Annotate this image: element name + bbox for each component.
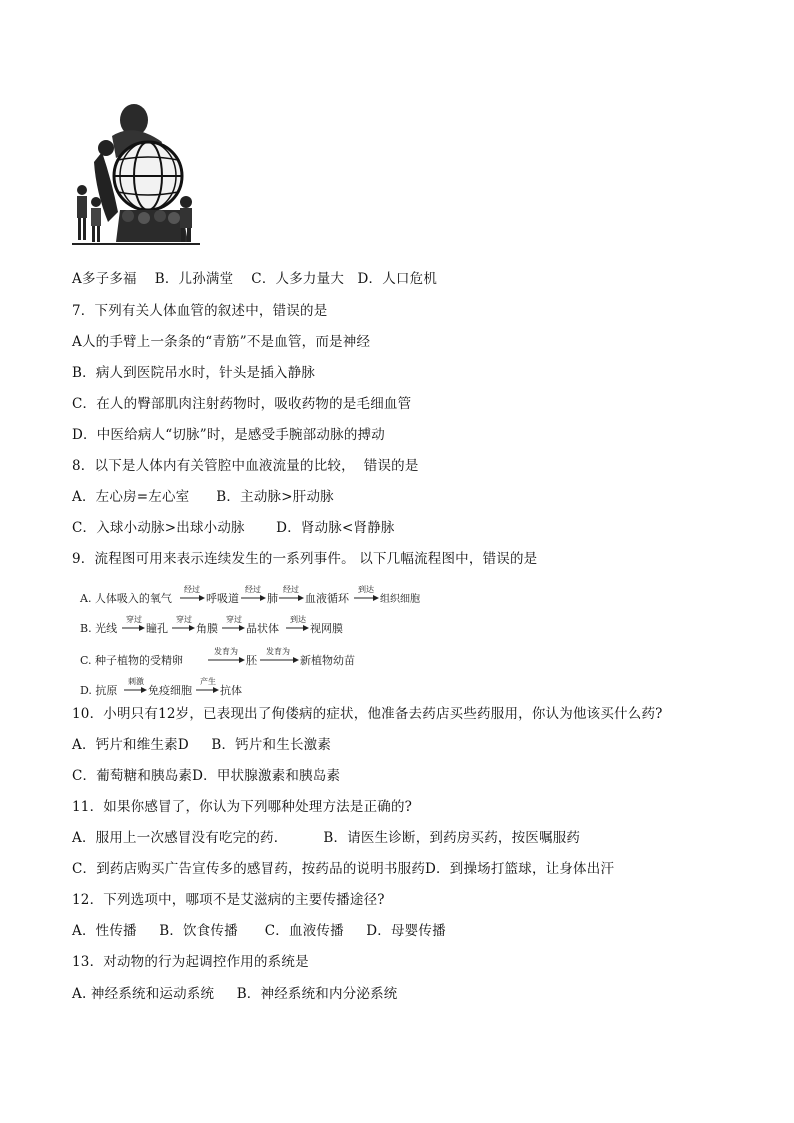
flow-d-node-1: 免疫细胞 xyxy=(148,684,192,697)
q10-options-ab: A．钙片和维生素D B．钙片和生长激素 xyxy=(72,737,332,753)
q7-option-c: C．在人的臀部肌肉注射药物时，吸收药物的是毛细血管 xyxy=(72,396,412,412)
flow-b-node-3: 晶状体 xyxy=(246,622,279,635)
flow-b-step-3: 穿过 xyxy=(226,615,242,624)
flow-a-node-1: 呼吸道 xyxy=(206,592,239,605)
flow-a-node-4: 组织细胞 xyxy=(380,594,420,605)
q10-options-cd: C．葡萄糖和胰岛素D．甲状腺激素和胰岛素 xyxy=(72,768,341,784)
flow-b-node-1: 瞳孔 xyxy=(146,622,168,635)
q7-option-b: B．病人到医院吊水时，针头是插入静脉 xyxy=(72,365,316,381)
flow-a-node-2: 肺 xyxy=(267,592,278,605)
q7-option-a: A人的手臂上一条条的“青筋”不是血管，而是神经 xyxy=(72,334,371,350)
flow-c-step-1: 发育为 xyxy=(214,647,238,656)
flow-a-step-4: 到达 xyxy=(358,585,374,594)
flow-b-step-1: 穿过 xyxy=(126,615,142,624)
flow-c-node-2: 新植物幼苗 xyxy=(300,654,355,667)
flow-b-node-4: 视网膜 xyxy=(310,622,343,635)
q11-options-ab: A．服用上一次感冒没有吃完的药． B．请医生诊断，到药房买药，按医嘱服药 xyxy=(72,830,581,846)
q10-stem: 10．小明只有12岁，已表现出了侚偻病的症状，他准备去药店买些药服用，你认为他该买什么药? xyxy=(72,706,663,722)
q9-flowcharts xyxy=(80,582,420,722)
q13-stem: 13．对动物的行为起调控作用的系统是 xyxy=(72,954,309,970)
flow-c xyxy=(80,646,355,667)
flow-a xyxy=(79,584,420,605)
flow-d xyxy=(80,676,242,697)
flow-a-label: A. 人体吸入的氧气 xyxy=(80,592,172,605)
flow-b-node-2: 角膜 xyxy=(196,622,218,635)
q12-options: A．性传播 B．饮食传播 C．血液传播 D．母婴传播 xyxy=(72,923,446,939)
q13-options-ab: A. 神经系统和运动系统 B．神经系统和内分泌系统 xyxy=(72,986,398,1002)
flow-d-label: D. 抗原 xyxy=(80,684,118,697)
q11-stem: 11．如果你感冒了，你认为下列哪种处理方法是正确的? xyxy=(72,799,413,815)
q12-stem: 12．下列选项中，哪项不是艾滋病的主要传播途径? xyxy=(72,892,385,908)
q7-option-d: D．中医给病人“切脉”时，是感受手腕部动脉的搏动 xyxy=(72,427,385,443)
flow-d-node-2: 抗体 xyxy=(220,684,242,697)
flow-b-label: B. 光线 xyxy=(80,622,118,635)
q8-stem: 8．以下是人体内有关管腔中血液流量的比较， 错误的是 xyxy=(72,458,419,474)
flow-d-step-1: 刺激 xyxy=(128,677,144,686)
flow-d-step-2: 产生 xyxy=(200,677,216,686)
q8-options-cd: C．入球小动脉>出球小动脉 D．肾动脉<肾静脉 xyxy=(72,520,395,536)
q8-options-ab: A．左心房=左心室 B．主动脉>肝动脉 xyxy=(72,489,334,505)
q9-stem: 9．流程图可用来表示连续发生的一系列事件。 以下几幅流程图中，错误的是 xyxy=(72,551,538,567)
flow-a-node-3: 血液循环 xyxy=(305,592,349,605)
flow-b-step-4: 到达 xyxy=(290,615,306,624)
flow-c-step-2: 发育为 xyxy=(266,647,290,656)
flow-b xyxy=(80,614,343,635)
flow-b-step-2: 穿过 xyxy=(176,615,192,624)
overpopulation-globe-illustration xyxy=(72,92,200,252)
flow-c-label: C. 种子植物的受精卵 xyxy=(80,654,184,667)
q11-options-cd: C．到药店购买广告宣传多的感冒药，按药品的说明书服药D．到操场打篮球，让身体出汗 xyxy=(72,861,615,877)
flow-a-step-1: 经过 xyxy=(184,585,200,594)
q6-options: A多子多福 B．儿孙满堂 C．人多力量大 D．人口危机 xyxy=(72,271,438,287)
flow-a-step-2: 经过 xyxy=(245,585,261,594)
flow-a-step-3: 经过 xyxy=(283,585,299,594)
flow-c-node-1: 胚 xyxy=(246,654,257,667)
q7-stem: 7．下列有关人体血管的叙述中，错误的是 xyxy=(72,303,328,319)
